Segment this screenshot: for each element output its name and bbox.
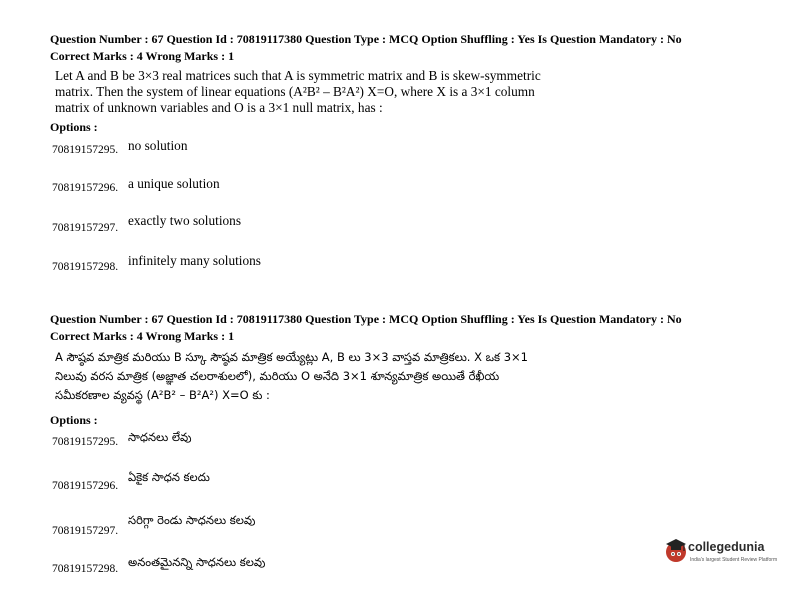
- question-text: [55, 348, 528, 405]
- question-text-line: నిలువు వరస మాత్రిక (అజ్ఞాత చలరాశులలో), మరియు O అనేది 3×1 శూన్యమాత్రిక అయితే రేఖీయ: [55, 369, 500, 383]
- question-text-line: Let A and B be 3×3 real matrices such that A is symmetric matrix and B is skew-symmetric: [55, 68, 541, 83]
- option-id: 70819157295.: [52, 144, 119, 156]
- option-text: exactly two solutions: [128, 213, 242, 228]
- option-id: 70819157296.: [52, 480, 119, 492]
- option-id: 70819157297.: [52, 222, 119, 234]
- question-text-line: A సౌష్ఠవ మాత్రిక మరియు B స్కూ సౌష్ఠవ మాత్రిక అయ్యేట్లు A, B లు 3×3 వాస్తవ మాత్రికలు. X ఒక 3×1: [55, 350, 528, 364]
- question-text: [55, 68, 541, 116]
- question-text-line: సమీకరణాల వ్యవస్థ (A²B² – B²A²) X=O కు :: [55, 388, 270, 402]
- logo-tagline: India's largest Student Review Platform: [690, 557, 778, 563]
- question-meta-line: Question Number : 67 Question Id : 70819117380 Question Type : MCQ Option Shuffling : Yes Is Question Mandatory : No: [50, 312, 682, 326]
- option-id: 70819157297.: [52, 525, 119, 537]
- question-text-line: matrix. Then the system of linear equations (A²B² – B²A²) X=O, where X is a 3×1 column: [55, 84, 535, 99]
- option-id: 70819157298.: [52, 261, 119, 273]
- collegedunia-logo: [664, 536, 778, 570]
- question-meta: [50, 311, 682, 345]
- options-label: Options :: [50, 413, 98, 427]
- option-text: ఏకైక సాధన కలదు: [128, 470, 210, 484]
- option-text: సాధనలు లేవు: [128, 430, 192, 444]
- option-id: 70819157296.: [52, 182, 119, 194]
- option-text: a unique solution: [128, 176, 220, 191]
- options-label: Options :: [50, 120, 98, 134]
- logo-brand-text: collegedunia: [688, 540, 765, 554]
- option-id: 70819157298.: [52, 563, 119, 575]
- option-text: no solution: [128, 138, 188, 153]
- question-text-line: matrix of unknown variables and O is a 3×1 null matrix, has :: [55, 100, 383, 115]
- marks-line: Correct Marks : 4 Wrong Marks : 1: [50, 329, 235, 343]
- question-meta-line: Question Number : 67 Question Id : 70819117380 Question Type : MCQ Option Shuffling : Yes Is Question Mandatory : No: [50, 32, 682, 46]
- option-id: 70819157295.: [52, 436, 119, 448]
- option-text: infinitely many solutions: [128, 253, 261, 268]
- question-meta: [50, 31, 682, 65]
- option-text: అనంతమైనన్ని సాధనలు కలవు: [128, 555, 266, 569]
- graduation-cap-icon: [664, 536, 688, 564]
- option-text: సరిగ్గా రెండు సాధనలు కలవు: [128, 513, 256, 527]
- marks-line: Correct Marks : 4 Wrong Marks : 1: [50, 49, 235, 63]
